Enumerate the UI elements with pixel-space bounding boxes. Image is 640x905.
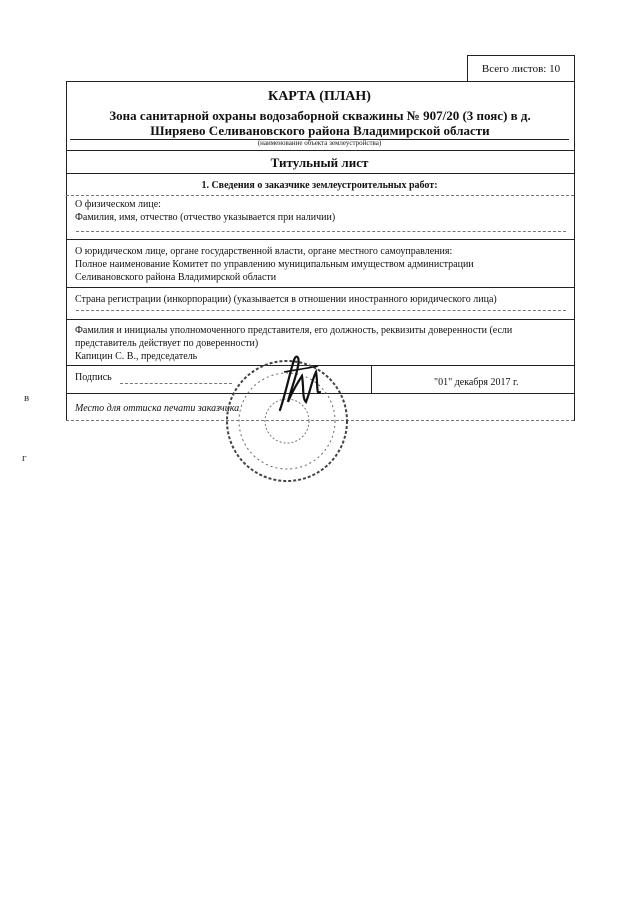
individual-name-label: Фамилия, имя, отчество (отчество указывается при наличии): [75, 212, 336, 223]
legal-entity-full-name-line1: Полное наименование Комитет по управлению муниципальным имуществом администрации: [75, 259, 474, 270]
object-caption: (наименование объекта землеустройства): [257, 139, 382, 147]
signature-date: "01" декабря 2017 г.: [434, 377, 519, 388]
country-label: Страна регистрации (инкорпорации) (указывается в отношении иностранного юридического лица): [75, 294, 497, 305]
signature-date-separator: [371, 365, 372, 393]
signature-fill-line: [120, 383, 232, 384]
individual-heading: О физическом лице:: [75, 199, 161, 210]
legal-entity-heading: О юридическом лице, органе государственной власти, органе местного самоуправления:: [75, 246, 453, 257]
divider: [66, 319, 574, 320]
section1-title: 1. Сведения о заказчике землеустроительных работ:: [201, 180, 438, 191]
signature-handwriting-icon: [272, 352, 328, 414]
representative-value: Капицин С. В., председатель: [75, 351, 198, 362]
individual-name-fill-line: [76, 231, 566, 232]
divider: [66, 173, 574, 174]
divider: [66, 239, 574, 240]
representative-label-line2: представитель действует по доверенности): [75, 338, 259, 349]
representative-label-line1: Фамилия и инициалы уполномоченного представителя, его должность, реквизиты доверенности (если: [75, 325, 513, 336]
legal-entity-full-name-line2: Селивановского района Владимирской области: [75, 272, 277, 283]
sheet-title: Титульный лист: [270, 155, 369, 170]
total-sheets-box: [467, 55, 575, 82]
margin-mark: в: [24, 392, 30, 404]
divider: [66, 287, 574, 288]
divider: [66, 195, 574, 196]
divider: [66, 150, 574, 151]
country-fill-line: [76, 310, 566, 311]
margin-mark: г: [22, 452, 27, 464]
seal-place-label: Место для оттиска печати заказчика: [75, 403, 240, 414]
signature-label: Подпись: [75, 372, 112, 383]
document-title: КАРТА (ПЛАН): [268, 89, 371, 104]
object-name-line1: Зона санитарной охраны водозаборной скважины № 907/20 (3 пояс) в д.: [109, 108, 531, 123]
object-name-line2: Ширяево Селивановского района Владимирской области: [150, 123, 490, 138]
total-sheets-label: Всего листов: 10: [481, 63, 561, 75]
